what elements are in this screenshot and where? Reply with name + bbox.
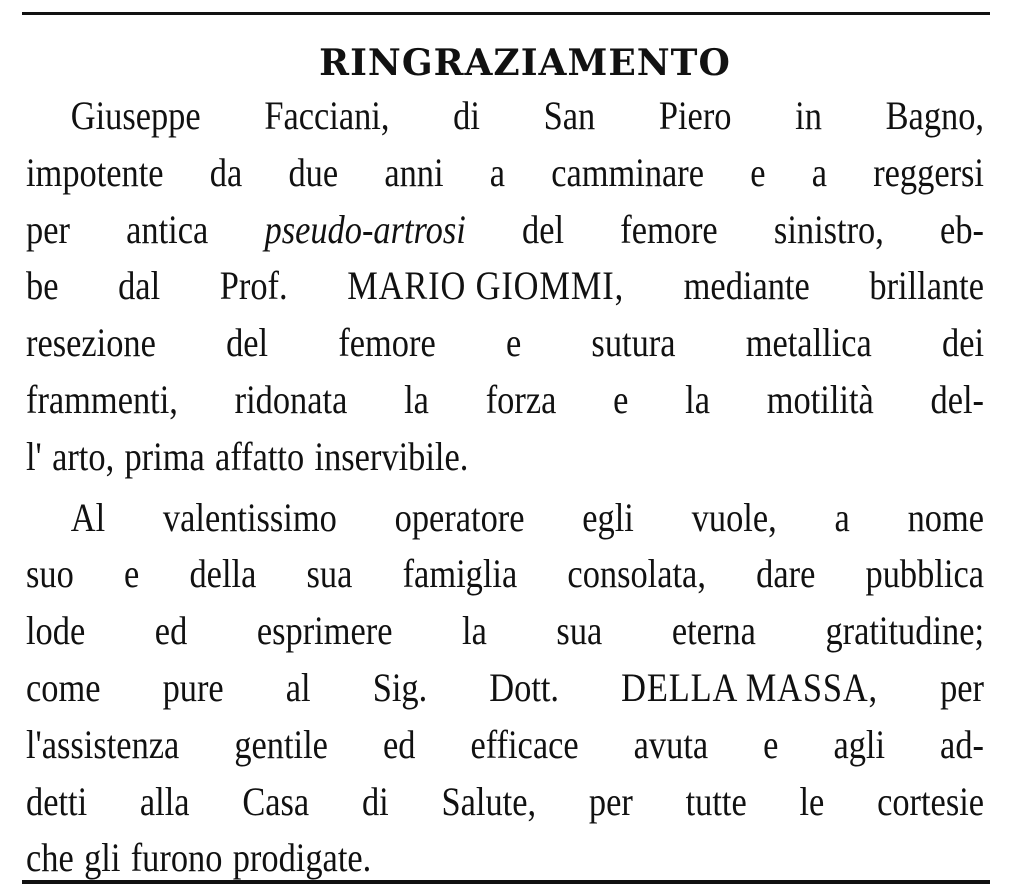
text-line [26,372,984,429]
word: eb- [940,206,984,252]
word: efficace [470,721,579,767]
word: gratitudine; [825,608,985,654]
word: di [453,93,480,138]
word: della [189,551,257,597]
word: a [834,494,850,540]
word: l' [26,433,42,479]
word: Salute, [441,778,537,824]
word: e [505,320,522,366]
word: Piero [658,93,732,138]
word: agli [833,721,886,767]
word: Facciani, [264,93,390,138]
word: nome [907,494,984,540]
word: e [763,721,779,767]
text-line [26,315,984,372]
word: a [811,149,827,195]
word: da [209,149,243,195]
word: Giuseppe [70,93,201,138]
word: inservibile. [314,433,469,479]
word: consolata, [567,551,706,597]
word: famiglia [402,551,518,597]
text-line [26,717,984,774]
word: motilità [766,376,874,422]
paragraph-2 [26,490,984,888]
text-line [26,258,984,315]
word: la [404,376,429,422]
word: sinistro, [773,206,884,252]
word: avuta [633,721,709,767]
text-line [26,202,984,259]
word: del- [930,376,985,422]
bottom-rule [22,880,990,884]
text-line [26,660,984,717]
word: la [462,608,487,654]
text-line [26,546,984,603]
word: per [26,206,70,252]
word: sua [556,608,603,654]
word: del [522,206,565,252]
word: reggersi [873,149,984,195]
word: Al [70,494,106,540]
text-line [26,88,984,145]
word: operatore [394,494,525,540]
word: pubblica [865,551,984,597]
word: suo [26,551,74,597]
word: resezione [26,320,156,366]
word: gentile [234,721,328,767]
text-line [26,145,984,202]
word: tutte [685,778,747,824]
word: eterna [671,608,756,654]
word: la [685,376,710,422]
word: per [940,664,985,710]
word: e [750,149,766,195]
word: affatto [215,433,305,479]
word: esprimere [256,608,393,654]
word: egli [582,494,634,540]
word: ad- [940,721,984,767]
word: detti [26,778,88,824]
text-line [26,603,984,660]
word: l'assistenza [26,721,180,767]
word: dei [942,320,985,366]
word: e [613,376,629,422]
word: del [226,320,269,366]
word: antica [126,206,209,252]
word: furono [130,835,223,881]
italic-term: pseudo-artrosi [264,206,466,252]
word: forza [485,376,557,422]
text-line [26,490,984,547]
word: a [489,149,506,195]
word: come [26,664,101,710]
word: Bagno, [885,93,985,138]
word: impotente [26,149,164,195]
top-rule [22,12,990,15]
word: di [361,778,389,824]
word: prima [124,433,205,479]
text-line [26,774,984,831]
word: be [26,263,59,309]
word: frammenti, [26,376,178,422]
word: prodigate. [232,835,372,881]
word: che [26,835,74,881]
word: arto, [52,433,115,479]
word: Sig. [372,664,428,710]
word: sutura [591,320,676,366]
word: valentissimo [162,494,337,540]
notice-article [26,38,984,887]
word: dal [118,263,161,309]
word: femore [338,320,436,366]
word: e [123,551,140,597]
word: lode [26,608,86,654]
word: metallica [745,320,872,366]
word: al [285,664,311,710]
word: Casa [242,778,310,824]
word: pure [162,664,224,710]
word: due [288,149,339,195]
word: femore [620,206,718,252]
word: cortesie [877,778,985,824]
word: ridonata [234,376,348,422]
doctor-name: MARIO GIOMMI, [347,263,625,309]
text-line [26,429,984,486]
word: camminare [551,149,705,195]
word: San [543,93,596,138]
word: vuole, [691,494,777,540]
word: le [799,778,825,824]
word: ed [382,721,416,767]
paragraph-1 [26,88,984,486]
word: alla [139,778,190,824]
word: Prof. [219,263,288,309]
word: gli [84,835,121,881]
word: per [588,778,633,824]
word: Dott. [489,664,560,710]
word: sua [306,551,353,597]
word: anni [384,149,444,195]
word: ed [154,608,188,654]
word: mediante [683,263,810,309]
doctor-name: DELLA MASSA, [621,664,879,710]
text-line [26,830,984,887]
word: in [795,93,822,138]
notice-title: RINGRAZIAMENTO [319,42,731,84]
word: brillante [869,263,984,309]
word: dare [756,551,816,597]
